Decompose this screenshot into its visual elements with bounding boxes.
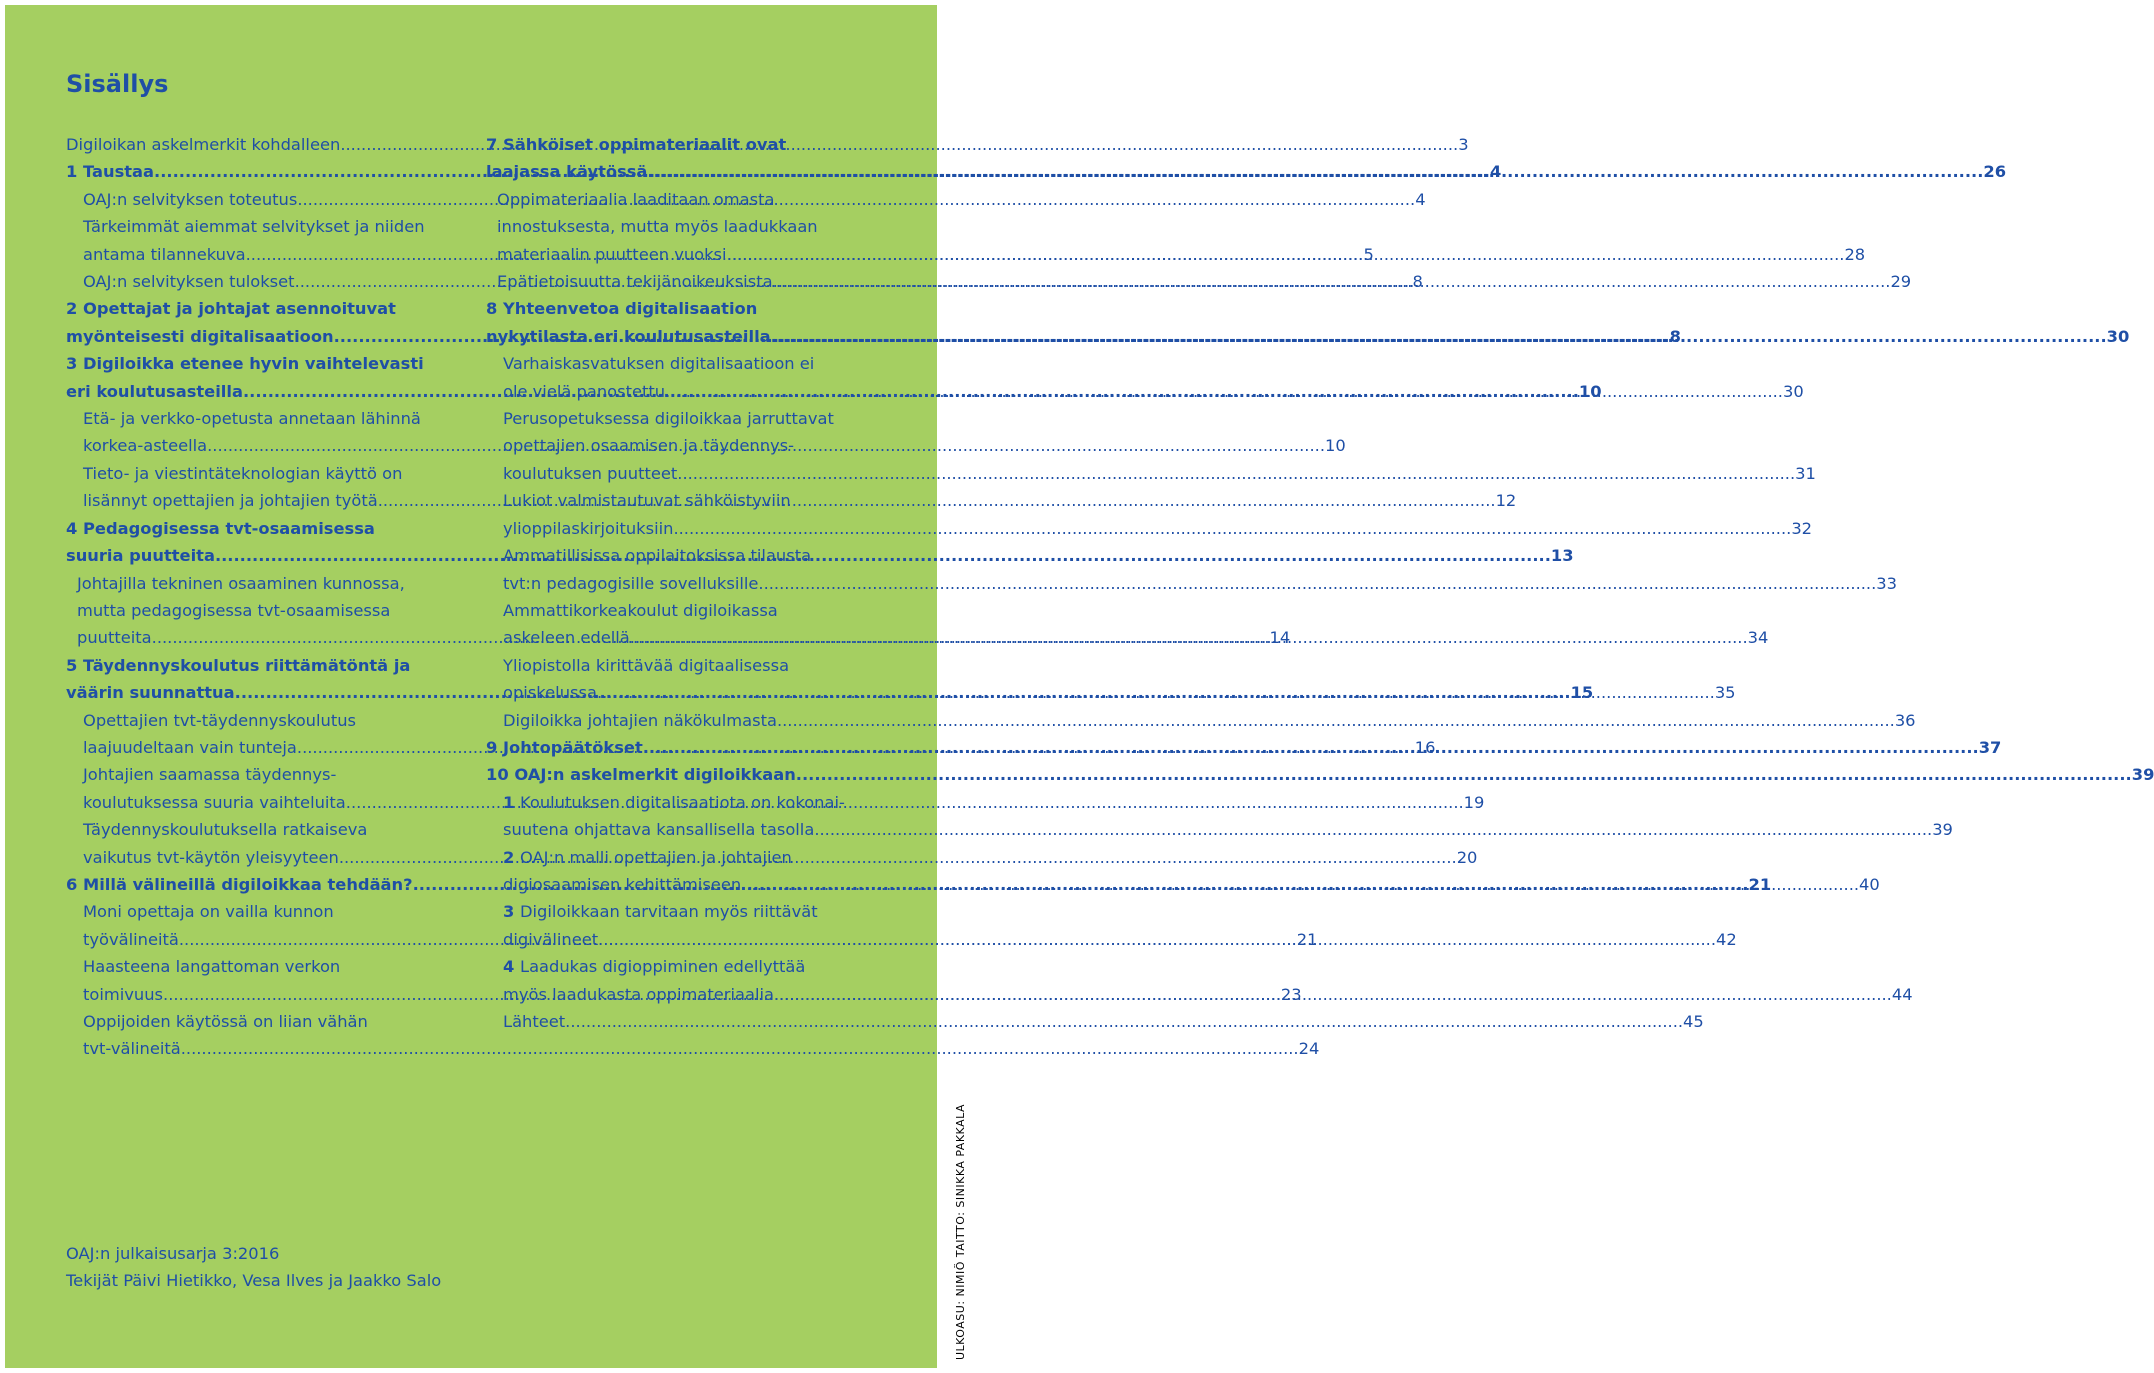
toc-entry-title: 10 OAJ:n askelmerkit digiloikkaan [486, 765, 796, 785]
toc-entry-title: OAJ:n selvityksen toteutus [83, 189, 298, 209]
toc-page-number: 37 [1978, 737, 2002, 757]
toc-entry-title: 1 Taustaa [66, 162, 155, 182]
toc-entry-title: ole vielä panostettu [503, 381, 666, 401]
toc-entry-line: Etä- ja verkko-opetusta annetaan lähinnä [83, 409, 421, 429]
toc-entry-line: 2 Opettajat ja johtajat asennoituvat [66, 299, 396, 319]
toc-page-number: 42 [1716, 929, 1737, 949]
toc-page-number: 40 [1859, 874, 1880, 894]
toc-entry-line: Ammattikorkeakoulut digiloikassa [503, 600, 778, 620]
toc-page-number: 28 [1844, 244, 1866, 264]
toc-page-number: 26 [1983, 162, 2007, 182]
toc-entry-title: korkea-asteella [83, 436, 208, 456]
toc-entry-line: 8 Yhteenvetoa digitalisaation [486, 299, 758, 319]
toc-entry-line [503, 707, 1916, 734]
toc-entry-title: Digiloikka johtajien näkökulmasta [503, 710, 777, 730]
toc-page-number: 16 [1414, 737, 1436, 757]
toc-entry-title: työvälineitä [83, 929, 179, 949]
toc-entry-title: OAJ:n selvityksen tulokset [83, 272, 295, 292]
toc-entry-line: 5 Täydennyskoulutus riittämätöntä ja [66, 655, 411, 675]
toc-entry-line: innostuksesta, mutta myös laadukkaan [497, 217, 818, 237]
toc-entry-title: antama tilannekuva [83, 244, 246, 264]
toc-entry-title: Epätietoisuutta tekijänoikeuksista [497, 272, 773, 292]
dot-leader [598, 926, 1716, 953]
toc-entry[interactable] [486, 268, 1912, 295]
toc-entry-line [503, 460, 1816, 487]
toc-page-number: 32 [1791, 518, 1813, 538]
toc-page-number: 20 [1456, 847, 1478, 867]
toc-entry-number: 2 [503, 847, 520, 867]
toc-entry-line: Johtajilla tekninen osaaminen kunnossa, [77, 573, 405, 593]
toc-entry-line [503, 570, 1897, 597]
toc-page-number: 36 [1894, 710, 1916, 730]
toc-entry-number: 1 [503, 792, 520, 812]
toc-entry-line: Moni opettaja on vailla kunnon [83, 902, 334, 922]
toc-entry-title: tvt:n pedagogisille sovelluksille [503, 573, 759, 593]
dot-leader [773, 268, 1891, 295]
toc-entry-line: Ammatillisissa oppilaitoksissa tilausta [503, 546, 812, 566]
toc-entry-title: vaikutus tvt-käytön yleisyyteen [83, 847, 339, 867]
toc-page-number: 19 [1463, 792, 1485, 812]
toc-page-number: 10 [1325, 436, 1346, 456]
toc-entry[interactable] [486, 295, 2130, 350]
toc-entry-title: toimivuus [83, 984, 164, 1004]
toc-entry-title: laajuudeltaan vain tunteja [83, 737, 297, 757]
dot-leader [741, 871, 1859, 898]
toc-page-number: 33 [1876, 573, 1897, 593]
toc-page-number: 30 [1782, 381, 1804, 401]
toc-entry-line: mutta pedagogisessa tvt-osaamisessa [77, 600, 391, 620]
dot-leader [814, 816, 1932, 843]
toc-page-number: 35 [1714, 683, 1736, 703]
toc-entry-line [486, 323, 2130, 350]
toc-entry-line: 1 Koulutuksen digitalisaatiota on kokonai- [503, 792, 845, 812]
toc-page-number: 44 [1891, 984, 1913, 1004]
toc-entry-title: suuria puutteita [66, 546, 215, 566]
toc-entry-line: Oppijoiden käytössä on liian vähän [83, 1012, 368, 1031]
toc-entry-line: Oppimateriaalia laaditaan omasta [497, 189, 775, 209]
toc-entry-title: digiosaamisen kehittämiseen [503, 874, 742, 894]
toc-page-number: 5 [1363, 244, 1374, 264]
toc-page-number: 45 [1683, 1012, 1704, 1031]
dot-leader [181, 1035, 1299, 1062]
toc-entry-line [503, 816, 1953, 843]
toc-entry-line: Haasteena langattoman verkon [83, 957, 341, 977]
toc-entry-title: nykytilasta eri koulutusasteilla [486, 326, 771, 346]
dot-leader [565, 1008, 1683, 1035]
toc-entry-number: 4 [503, 957, 520, 977]
toc-entry-line: 3 Digiloikka etenee hyvin vaihtelevasti [66, 354, 424, 374]
toc-entry-title: eri koulutusasteilla [66, 381, 243, 401]
dot-leader [771, 323, 2107, 350]
toc-entry-title: koulutuksen puutteet [503, 463, 678, 483]
toc-page-number: 13 [1550, 546, 1574, 566]
toc-page-number: 39 [1932, 820, 1953, 840]
toc-entry-title: puutteita [77, 628, 152, 648]
toc-page-number: 21 [1296, 929, 1318, 949]
toc-page-number: 4 [1415, 189, 1426, 209]
dot-leader [796, 761, 2132, 788]
toc-entry-line: 7 Sähköiset oppimateriaalit ovat [486, 135, 787, 154]
toc-entry-line [486, 158, 2007, 185]
toc-page-number: 34 [1747, 628, 1769, 648]
toc-entry-title: digivälineet [503, 929, 599, 949]
toc-entry-line: 4 Laadukas digioppiminen edellyttää [503, 957, 806, 977]
toc-entry-number: 3 [503, 902, 520, 922]
dot-leader [597, 679, 1715, 706]
publication-info [66, 1240, 441, 1295]
toc-page-number: 15 [1570, 683, 1594, 703]
publication-series: OAJ:n julkaisusarja 3:2016 [66, 1244, 280, 1263]
toc-entry[interactable] [486, 761, 2154, 788]
toc-entry-line [83, 1035, 1320, 1062]
toc-page-number: 39 [2131, 765, 2154, 785]
toc-entry-line: Tieto- ja viestintäteknologian käyttö on [83, 463, 403, 483]
toc-entry-title: opiskelussa [503, 683, 597, 703]
toc-entry[interactable] [486, 707, 1916, 734]
toc-entry-line [497, 268, 1912, 295]
toc-page-number: 30 [2106, 326, 2130, 346]
dot-leader [665, 378, 1783, 405]
toc-page-number: 3 [1458, 135, 1469, 154]
publication-authors: Tekijät Päivi Hietikko, Vesa Ilves ja Jaakko Salo [66, 1271, 442, 1291]
toc-entry-title: Lähteet [503, 1012, 566, 1031]
toc-entry-line: Tärkeimmät aiemmat selvitykset ja niiden [83, 217, 425, 237]
toc-entry-line: Opettajien tvt-täydennyskoulutus [83, 710, 357, 730]
toc-page-number: 4 [1489, 162, 1502, 182]
toc-entry[interactable] [486, 131, 2007, 186]
page-title: Sisällys [66, 70, 169, 98]
toc-entry-title: myönteisesti digitalisaatioon [66, 326, 334, 346]
toc-page-number: 29 [1890, 272, 1912, 292]
dot-leader [677, 460, 1795, 487]
toc-entry-title: lisännyt opettajien ja johtajien työtä [83, 491, 378, 511]
toc-page-number: 14 [1269, 628, 1291, 648]
dot-leader [647, 158, 1983, 185]
toc-entry-line [497, 241, 1866, 268]
toc-page-number: 31 [1795, 463, 1816, 483]
toc-entry[interactable] [486, 186, 1866, 268]
toc-entry-line: Varhaiskasvatuksen digitalisaatioon ei [503, 354, 815, 374]
toc-entry-title: materiaalin puutteen vuoksi [497, 244, 727, 264]
dot-leader [630, 624, 1748, 651]
toc-entry-title: Digiloikan askelmerkit kohdalleen [66, 135, 341, 154]
toc-entry-line: Yliopistolla kirittävää digitaalisessa [503, 655, 790, 675]
toc-entry-line [486, 761, 2154, 788]
toc-entry-title: 6 Millä välineillä digiloikkaa tehdään? [66, 874, 413, 894]
dot-leader [673, 515, 1791, 542]
toc-entry-title: tvt-välineitä [83, 1039, 181, 1059]
toc-entry-line: 4 Pedagogisessa tvt-osaamisessa [66, 518, 375, 538]
dot-leader [758, 570, 1876, 597]
layout-credit: ULKOASU: NIMIÖ TAITTO: SINIKKA PAKKALA [954, 1104, 967, 1360]
toc-page-number: 8 [1412, 272, 1423, 292]
toc-entry-title: 9 Johtopäätökset [486, 737, 643, 757]
dot-leader [643, 734, 1979, 761]
toc-entry-title: ylioppilaskirjoituksiin [503, 518, 674, 538]
toc-entry[interactable] [486, 1008, 1704, 1035]
toc-page-number: 10 [1578, 381, 1602, 401]
toc-page-number: 8 [1669, 326, 1681, 346]
toc-entry-title: myös laadukasta oppimateriaalia [503, 984, 774, 1004]
toc-entry-title: askeleen edellä [503, 628, 630, 648]
dot-leader [777, 707, 1895, 734]
toc-entry-line: Lukiot valmistautuvat sähköistyviin [503, 491, 791, 511]
dot-leader [727, 241, 1845, 268]
dot-leader [215, 542, 1551, 569]
toc-entry-line: Täydennyskoulutuksella ratkaiseva [83, 820, 368, 840]
toc-entry-title: väärin suunnattua [66, 683, 235, 703]
toc-entry-line: 2 OAJ:n malli opettajien ja johtajien [503, 847, 792, 867]
toc-entry-line: Perusopetuksessa digiloikkaa jarruttavat [503, 409, 834, 429]
toc-entry-title: suutena ohjattava kansallisella tasolla [503, 820, 815, 840]
toc-entry-line [503, 1008, 1704, 1035]
toc-page-number: 12 [1495, 491, 1517, 511]
dot-leader [774, 981, 1892, 1008]
toc-entry-line: 3 Digiloikkaan tarvitaan myös riittävät [503, 902, 818, 922]
toc-entry-title: laajassa käytössä [486, 162, 648, 182]
toc-page-number: 21 [1748, 874, 1772, 894]
toc-page-number: 23 [1280, 984, 1302, 1004]
toc-page-number: 24 [1298, 1039, 1320, 1059]
toc-entry-line [503, 515, 1813, 542]
toc-entry-line: Johtajien saamassa täydennys- [83, 765, 337, 785]
toc-entry-title: koulutuksessa suuria vaihteluita [83, 792, 346, 812]
toc-entry-line: opettajien osaamisen ja täydennys- [503, 436, 795, 456]
